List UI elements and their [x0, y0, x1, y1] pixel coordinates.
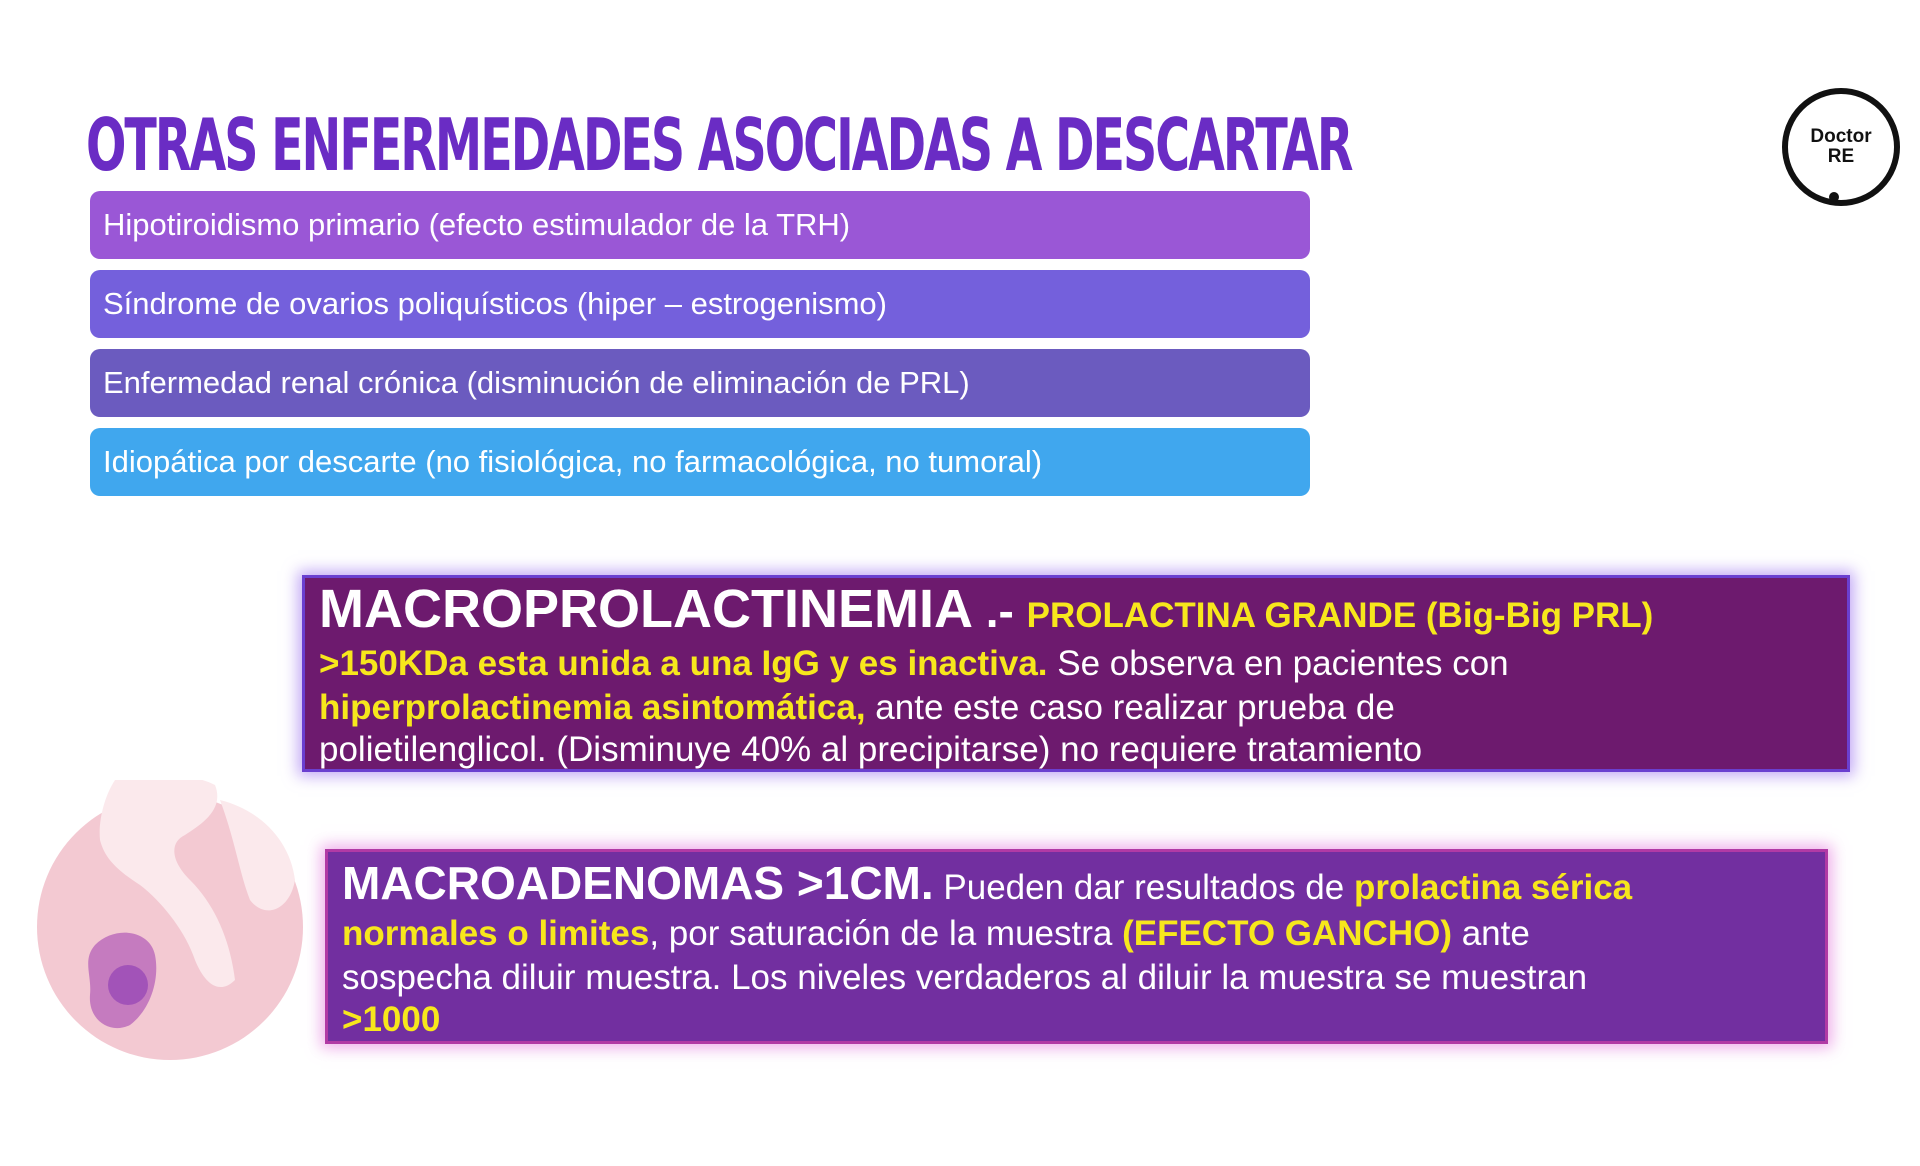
macro-line-1 [319, 578, 1653, 640]
disease-item: Síndrome de ovarios poliquísticos (hiper – estrogenismo) [90, 270, 1310, 338]
macro-subheading: PROLACTINA GRANDE (Big-Big PRL) [1026, 596, 1654, 635]
adeno-text-2: , por saturación de la muestra [649, 914, 1123, 953]
macroadenomas-box [325, 849, 1828, 1044]
logo-line-2: RE [1827, 146, 1855, 167]
macroprolactinemia-box [302, 575, 1850, 772]
logo-dot [1829, 192, 1839, 202]
adeno-highlight-4: >1000 [342, 1000, 441, 1039]
disease-item: Idiopática por descarte (no fisiológica, no farmacológica, no tumoral) [90, 428, 1310, 496]
adeno-text-1: Pueden dar resultados de [933, 868, 1354, 907]
pituitary-illustration [20, 780, 330, 1080]
adeno-text-3: ante [1451, 914, 1530, 953]
macro-heading: MACROPROLACTINEMIA [319, 579, 973, 639]
adeno-heading: MACROADENOMAS >1CM. [342, 857, 934, 909]
doctor-re-logo [1782, 88, 1900, 206]
macro-highlight-1: >150KDa esta unida a una IgG y es inactiva. [319, 644, 1048, 683]
adeno-highlight-2: normales o limites [342, 914, 650, 953]
adeno-text-4: sospecha diluir muestra. Los niveles verdaderos al diluir la muestra se muestran [342, 958, 1588, 997]
macro-text-2: ante este caso realizar prueba de [865, 688, 1395, 727]
logo-line-1: Doctor [1810, 126, 1872, 147]
adeno-highlight-1: prolactina sérica [1353, 868, 1633, 907]
page-title: OTRAS ENFERMEDADES ASOCIADAS A DESCARTAR [86, 103, 1352, 187]
disease-item: Hipotiroidismo primario (efecto estimulador de la TRH) [90, 191, 1310, 259]
adeno-line-1 [342, 856, 1632, 910]
macro-line-2 [319, 644, 1509, 684]
illustration-adenoma-core [108, 965, 148, 1005]
macro-line-4 [319, 730, 1422, 770]
adeno-line-2 [342, 914, 1530, 954]
macro-text-1: Se observa en pacientes con [1047, 644, 1509, 683]
adeno-line-3 [342, 958, 1587, 998]
macro-dash: .- [972, 585, 1027, 637]
macro-highlight-2: hiperprolactinemia asintomática, [319, 688, 866, 727]
macro-text-3: polietilenglicol. (Disminuye 40% al precipitarse) no requiere tratamiento [319, 730, 1423, 769]
disease-item: Enfermedad renal crónica (disminución de eliminación de PRL) [90, 349, 1310, 417]
adeno-line-4 [342, 1000, 440, 1040]
adeno-highlight-3: (EFECTO GANCHO) [1122, 914, 1452, 953]
macro-line-3 [319, 688, 1395, 728]
